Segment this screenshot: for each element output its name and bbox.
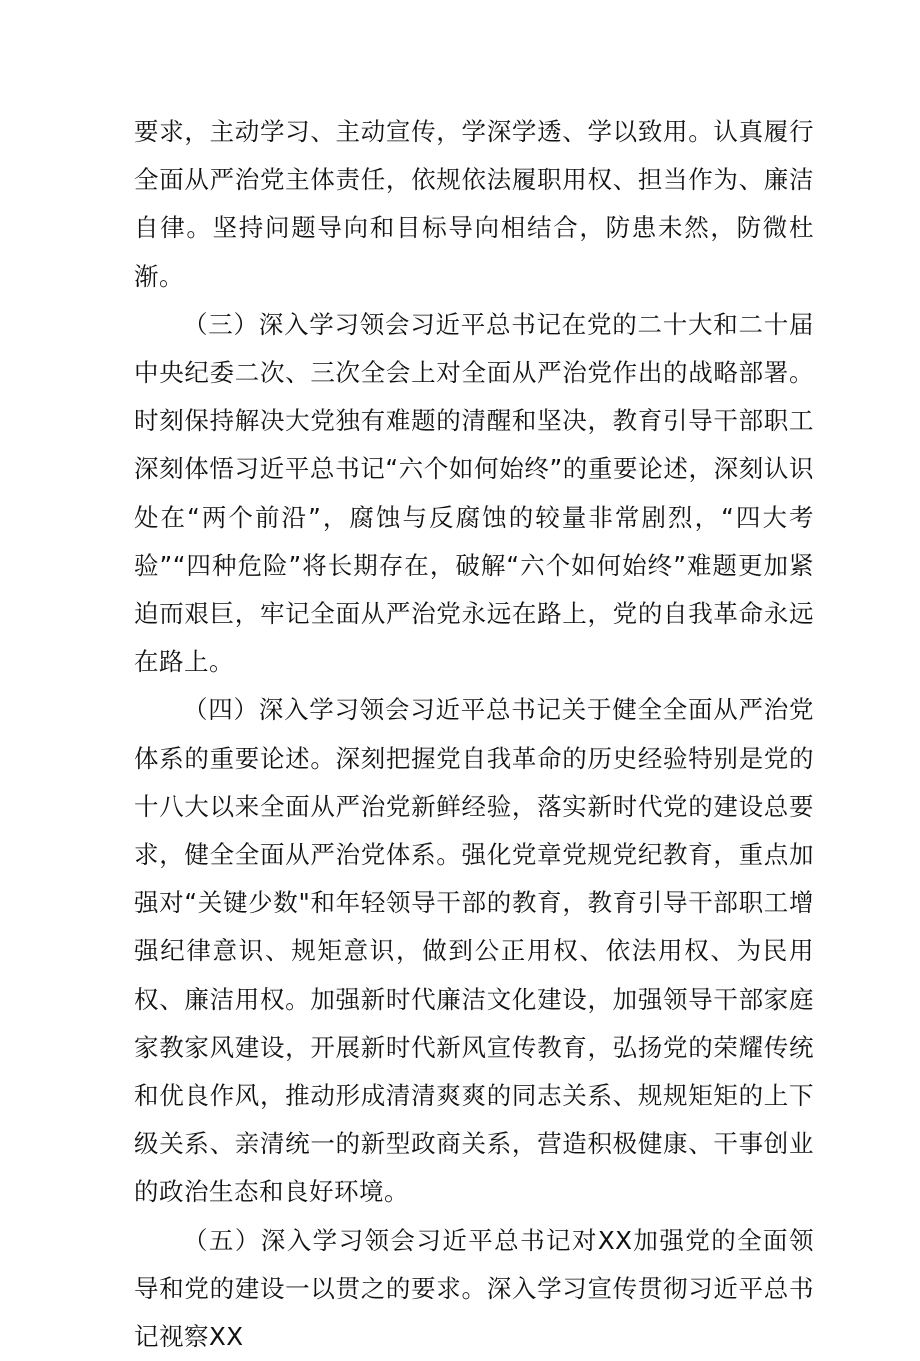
paragraph-section-4: （四）深入学习领会习近平总书记关于健全全面从严治党体系的重要论述。深刻把握党自我革命的历史经验特别是党的十八大以来全面从严治党新鲜经验，落实新时代党的建设总要求，健全全面从严治党体系。强化党章党规党纪教育，重点加强对“关键少数"和年轻领导干部的教育，教育引导干部职工增强纪律意识、规矩意识，做到公正用权、依法用权、为民用权、廉洁用权。加强新时代廉洁文化建设，加强领导干部家庭家教家风建设，开展新时代新风宣传教育，弘扬党的荣耀传统和优良作风，推动形成清清爽爽的同志关系、规规矩矩的上下级关系、亲清统一的新型政商关系，营造积极健康、干事创业的政治生态和良好环境。 <box>134 695 814 1207</box>
paragraph-section-3: （三）深入学习领会习近平总书记在党的二十大和二十届中央纪委二次、三次全会上对全面从严治党作出的战略部署。时刻保持解决大党独有难题的清醒和坚决，教育引导干部职工深刻体悟习近平总书记“六个如何始终”的重要论述，深刻认识处在“两个前沿”，腐蚀与反腐蚀的较量非常剧烈，“四大考验”“四种危险”将长期存在，破解“六个如何始终”难题更加紧迫而艰巨，牢记全面从严治党永远在路上，党的自我革命永远在路上。 <box>134 309 814 677</box>
paragraph-section-5: （五）深入学习领会习近平总书记对XX加强党的全面领导和党的建设一以贯之的要求。深入学习宣传贯彻习近平总书记视察XX <box>134 1225 814 1352</box>
paragraph-continuation: 要求，主动学习、主动宣传，学深学透、学以致用。认真履行全面从严治党主体责任，依规依法履职用权、担当作为、廉洁自律。坚持问题导向和目标导向相结合，防患未然，防微杜渐。 <box>134 117 814 291</box>
document-body <box>134 108 814 1361</box>
